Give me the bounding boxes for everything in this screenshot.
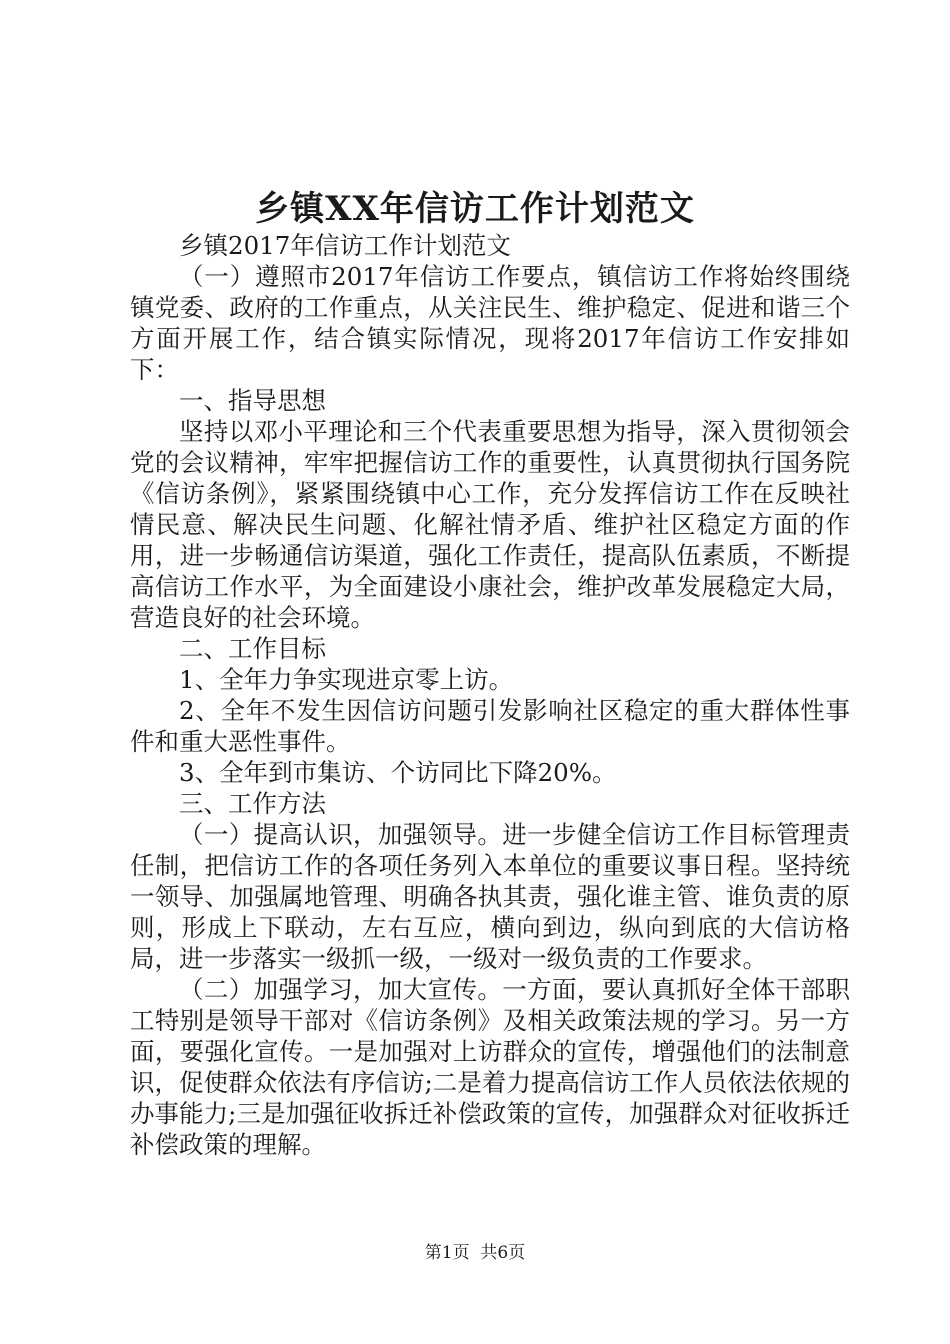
goal-item-3: 3、全年到市集访、个访同比下降20%。 xyxy=(179,758,617,787)
method-paragraph-2: （二）加强学习，加大宣传。一方面，要认真抓好全体干部职工特别是领导干部对《信访条例》及相关政策法规的学习。另一方面，要强化宣传。一是加强对上访群众的宣传，增强他们的法制意识，促使群众依法有序信访;二是着力提高信访工作人员依法依规的办事能力;三是加强征收拆迁补偿政策的宣传，加强群众对征收拆迁补偿政策的理解。 xyxy=(130,975,850,1159)
paragraph-subtitle: 乡镇2017年信访工作计划范文 xyxy=(179,231,511,260)
method-paragraph-1: （一）提高认识，加强领导。进一步健全信访工作目标管理责任制，把信访工作的各项任务列入本单位的重要议事日程。坚持统一领导、加强属地管理、明确各执其责，强化谁主管、谁负责的原则，形成上下联动，左右互应，横向到边，纵向到底的大信访格局，进一步落实一级抓一级，一级对一级负责的工作要求。 xyxy=(130,820,850,973)
goal-item-2: 2、全年不发生因信访问题引发影响社区稳定的重大群体性事件和重大恶性事件。 xyxy=(130,696,850,756)
section-heading-work-goals: 二、工作目标 xyxy=(179,634,326,663)
document-title: 乡镇XX年信访工作计划范文 xyxy=(255,189,695,229)
section-heading-work-methods: 三、工作方法 xyxy=(179,789,326,818)
page-number: 第1页 共6页 xyxy=(424,1243,526,1263)
goal-item-1: 1、全年力争实现进京零上访。 xyxy=(179,665,514,694)
section-heading-guiding-thought: 一、指导思想 xyxy=(179,386,326,415)
paragraph-intro: （一）遵照市2017年信访工作要点，镇信访工作将始终围绕镇党委、政府的工作重点，从关注民生、维护稳定、促进和谐三个方面开展工作，结合镇实际情况，现将2017年信访工作安排如下： xyxy=(130,262,850,384)
document-body xyxy=(130,230,850,1160)
page-footer xyxy=(0,1241,950,1265)
paragraph-guiding-thought: 坚持以邓小平理论和三个代表重要思想为指导，深入贯彻领会党的会议精神，牢牢把握信访工作的重要性，认真贯彻执行国务院《信访条例》，紧紧围绕镇中心工作，充分发挥信访工作在反映社情民意、解决民生问题、化解社情矛盾、维护社区稳定方面的作用，进一步畅通信访渠道，强化工作责任，提高队伍素质，不断提高信访工作水平，为全面建设小康社会，维护改革发展稳定大局，营造良好的社会环境。 xyxy=(130,417,850,632)
